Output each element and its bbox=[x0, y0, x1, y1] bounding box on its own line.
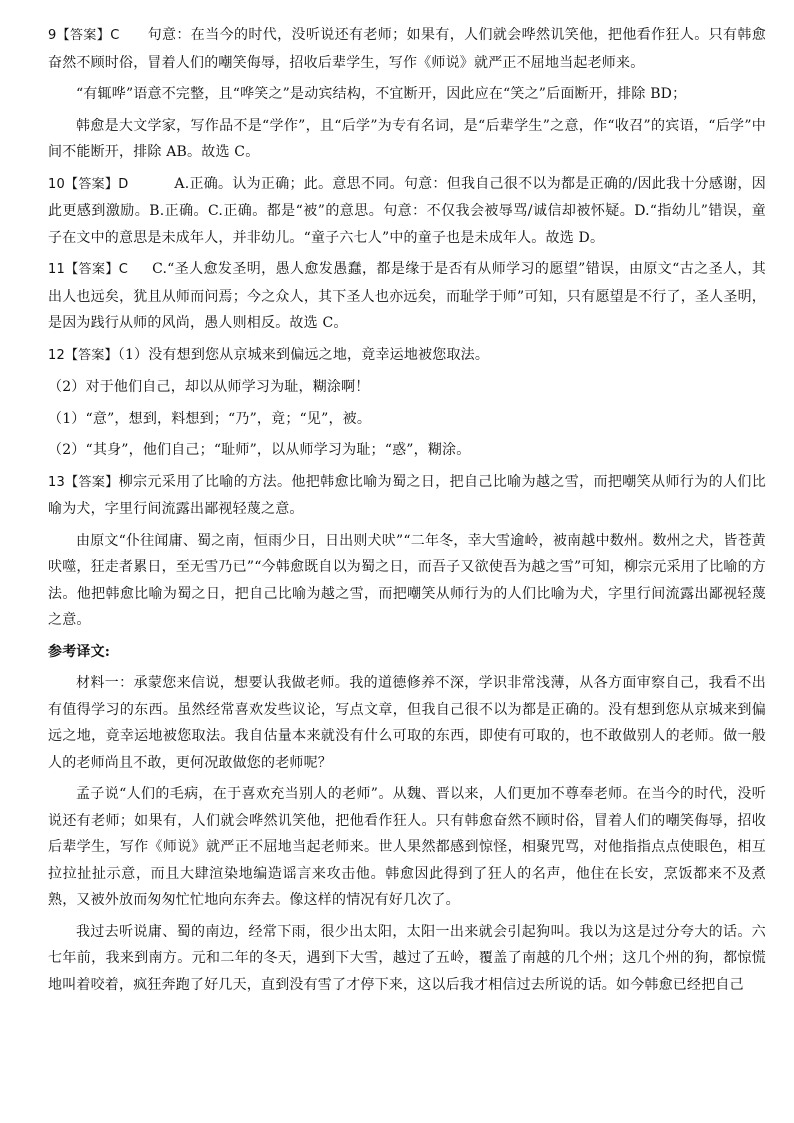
answer-13-label: 13【答案】 bbox=[48, 474, 119, 490]
answer-10 bbox=[48, 171, 766, 252]
translation-paragraph-2: 孟子说“人们的毛病，在于喜欢充当别人的老师”。从魏、晋以来，人们更加不尊奉老师。在当今的时代，没听说还有老师；如果有，人们就会哗然讥笑他，把他看作狂人。只有韩愈奋然不顾时俗，冒着人们的嘲笑侮辱，招收后辈学生，写作《师说》就严正不屈地当起老师来。世人果然都感到惊怪，相聚咒骂，对他指指点点使眼色，相互拉拉扯扯示意，而且大肆渲染地编造谣言来攻击他。韩愈因此得到了狂人的名声，他住在长安，烹饭都来不及煮熟，又被外放而匆匆忙忙地向东奔去。像这样的情况有好几次了。 bbox=[48, 786, 766, 908]
answer-9-analysis-2: 韩愈是大文学家，写作品不是“学作”，且“后学”为专有名词，是“后辈学生”之意，作“收召”的宾语，“后学”中间不能断开，排除 AB。故选 C。 bbox=[48, 117, 766, 160]
answer-11-text: C.“圣人愈发圣明，愚人愈发愚蠢，都是缘于是否有从师学习的愿望”错误，由原文“古之圣人，其出人也远矣，犹且从师而问焉；今之众人，其下圣人也亦远矣，而耻学于师”可知，只有愿望是不行了，圣人圣明，是因为践行从师的风尚，愚人则相反。故选 C。 bbox=[48, 261, 766, 331]
answer-9-label: 9【答案】C bbox=[48, 28, 120, 43]
answer-12-note-2: （2）“其身”，他们自己；“耻师”，以从师学习为耻；“惑”，糊涂。 bbox=[48, 442, 471, 458]
translation-heading: 参考译文: bbox=[48, 643, 111, 660]
answer-12-translation-1: （1）没有想到您从京城来到偏远之地，竟幸运地被您取法。 bbox=[117, 346, 490, 363]
answer-9-analysis-1: “有辄哗”语意不完整，且“哗笑之”是动宾结构，不宜断开，因此应在“笑之”后面断开，排除 BD； bbox=[76, 86, 687, 102]
answer-9-text: 句意：在当今的时代，没听说还有老师；如果有，人们就会哗然讥笑他，把他看作狂人。只有韩愈奋然不顾时俗，冒着人们的嘲笑侮辱，招收后辈学生，写作《师说》就严正不屈地当起老师来。 bbox=[48, 27, 766, 71]
answer-13 bbox=[48, 469, 766, 523]
answer-11 bbox=[48, 256, 766, 337]
answer-12-note-1: （1）“意”，想到，料想到；“乃”，竟；“见”，被。 bbox=[48, 410, 372, 427]
translation-paragraph-3: 我过去听说庸、蜀的南边，经常下雨，很少出太阳，太阳一出来就会引起狗叫。我以为这是过分夸大的话。六七年前，我来到南方。元和二年的冬天，遇到下大雪，越过了五岭，覆盖了南越的几个州；这几个州的狗，都惊慌地叫着咬着，疯狂奔跑了好几天，直到没有雪了才停下来，这以后我才相信过去所说的话。如今韩愈已经把自己 bbox=[48, 923, 766, 993]
answer-10-text: A.正确。认为正确；此。意思不同。句意：但我自己很不以为都是正确的/因此我十分感谢，因此更感到激励。B.正确。C.正确。都是“被”的意思。句意：不仅我会被辱骂/诚信却被怀疑。D.“指幼儿”错误，童子在文中的意思是未成年人，并非幼儿。“童子六七人”中的童子也是未成年人。故选 D。 bbox=[48, 175, 766, 246]
answer-13-analysis: 由原文“仆往闻庸、蜀之南，恒雨少日，日出则犬吠”“二年冬，幸大雪逾岭，被南越中数州。数州之犬，皆苍黄吠噬，狂走者累日，至无雪乃已”“今韩愈既自以为蜀之日，而吾子又欲使吾为越之雪”可知，柳宗元采用了比喻的方法。他把韩愈比喻为蜀之日，把自己比喻为越之雪，而把嘲笑从师行为的人们比喻为犬，字里行间流露出鄙视轻蔑之意。 bbox=[48, 532, 766, 628]
answer-12-translation-2: （2）对于他们自己，却以从师学习为耻，糊涂啊！ bbox=[48, 379, 370, 395]
answer-9 bbox=[48, 22, 766, 76]
answer-11-label: 11【答案】C bbox=[48, 262, 129, 277]
document-page bbox=[48, 22, 766, 1003]
answer-12 bbox=[48, 342, 766, 370]
answer-13-text: 柳宗元采用了比喻的方法。他把韩愈比喻为蜀之日，把自己比喻为越之雪，而把嘲笑从师行为的人们比喻为犬，字里行间流露出鄙视轻蔑之意。 bbox=[48, 473, 766, 517]
answer-12-label: 12【答案】 bbox=[48, 347, 118, 363]
translation-paragraph-1: 材料一：承蒙您来信说，想要认我做老师。我的道德修养不深，学识非常浅薄，从各方面审察自己，我看不出有值得学习的东西。虽然经常喜欢发些议论，写点文章，但我自己很不以为都是正确的。没有想到您从京城来到偏远之地，竟幸运地被您取法。我自估量本来就没有什么可取的东西，即使有可取的，也不敢做别人的老师。做一般人的老师尚且不敢，更何况敢做您的老师呢？ bbox=[48, 675, 766, 771]
answer-10-label: 10【答案】D bbox=[48, 176, 129, 192]
